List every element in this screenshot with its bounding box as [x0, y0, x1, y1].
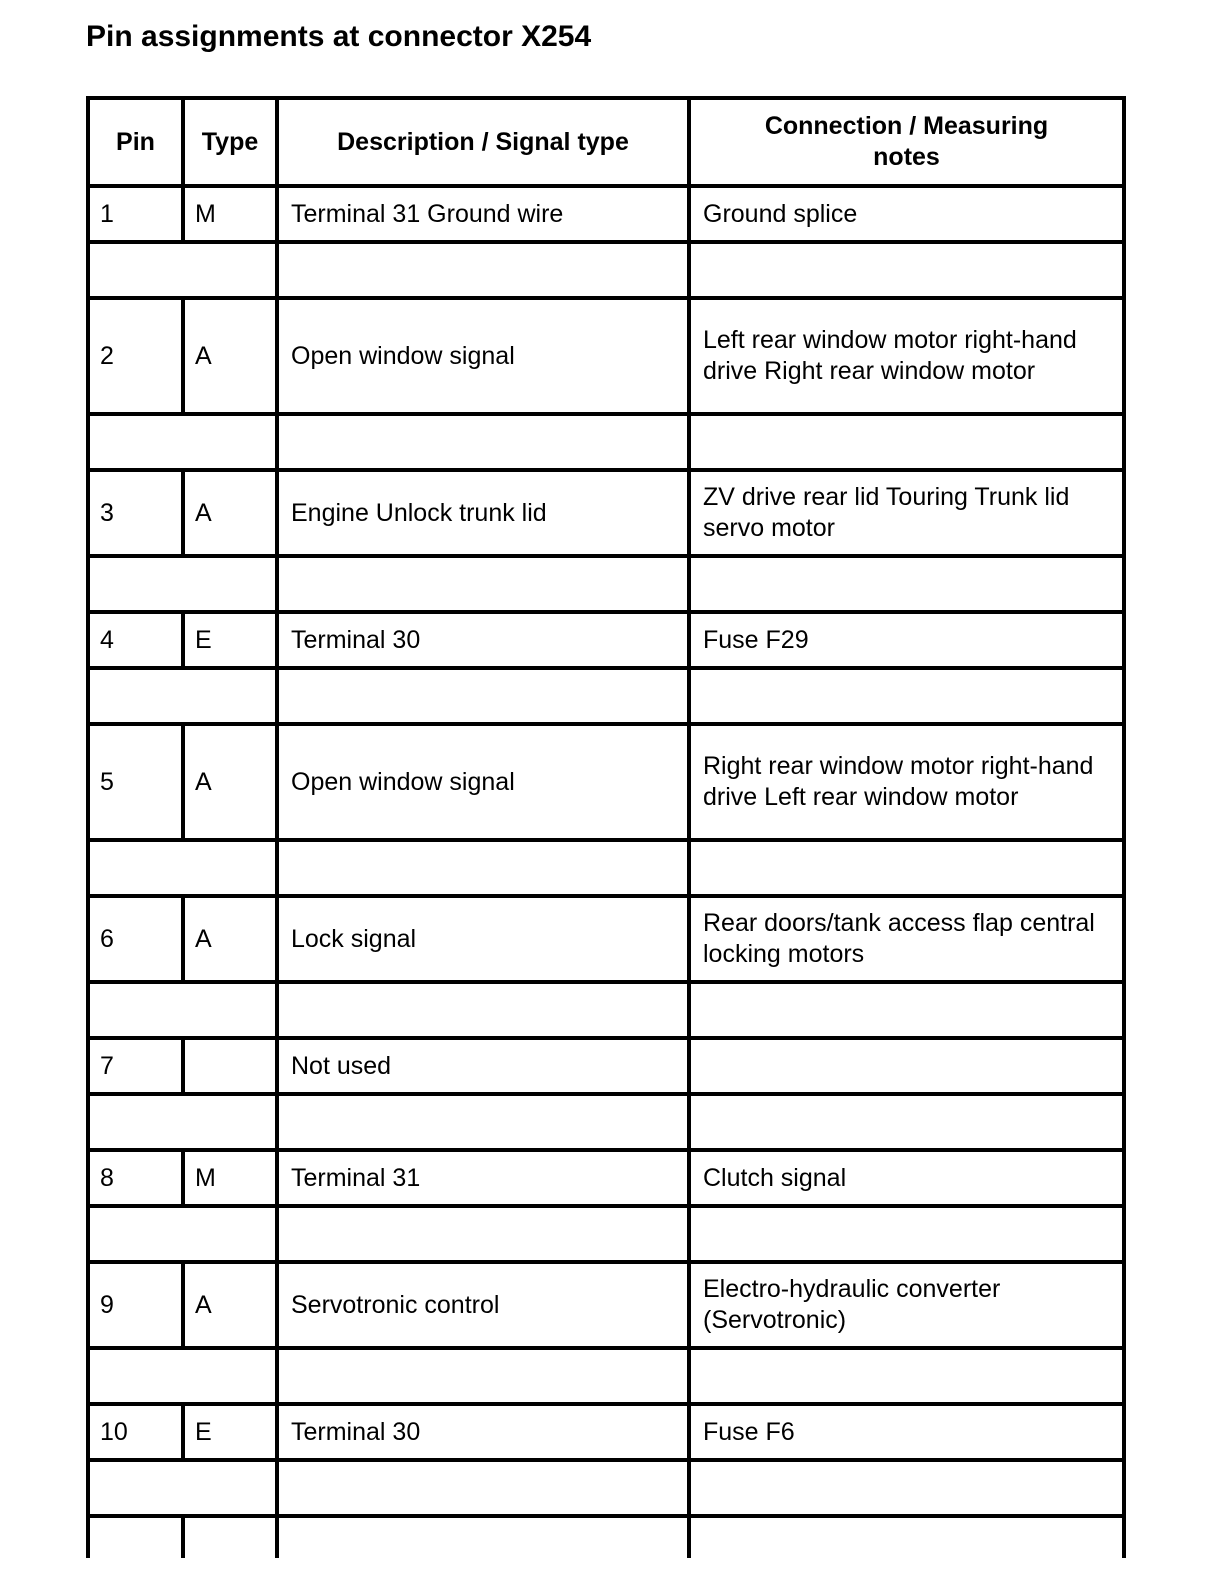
table-row-partial — [88, 1516, 1124, 1558]
table-row — [88, 298, 1124, 414]
table-row — [88, 1262, 1124, 1348]
cell-connection: Left rear window motor right-hand drive Right rear window motor — [689, 298, 1124, 414]
header-connection: Connection / Measuring notes — [689, 98, 1124, 186]
spacer-row — [88, 414, 1124, 470]
cell-type: A — [183, 724, 277, 840]
cell-description: Servotronic control — [277, 1262, 689, 1348]
cell-pin: 8 — [88, 1150, 183, 1206]
cell-description: Engine Unlock trunk lid — [277, 470, 689, 556]
cell-pin: 9 — [88, 1262, 183, 1348]
spacer-row — [88, 1460, 1124, 1516]
table-row — [88, 186, 1124, 242]
cell-pin: 10 — [88, 1404, 183, 1460]
cell-type: A — [183, 1262, 277, 1348]
cell-description: Terminal 31 Ground wire — [277, 186, 689, 242]
cell-connection: Clutch signal — [689, 1150, 1124, 1206]
cell-pin: 2 — [88, 298, 183, 414]
table-row — [88, 612, 1124, 668]
cell-pin: 4 — [88, 612, 183, 668]
cell-type: E — [183, 612, 277, 668]
table-header-row — [88, 98, 1124, 186]
cell-pin: 7 — [88, 1038, 183, 1094]
cell-description — [277, 1516, 689, 1558]
cell-type: M — [183, 1150, 277, 1206]
header-type: Type — [183, 98, 277, 186]
cell-type: E — [183, 1404, 277, 1460]
table-row — [88, 1038, 1124, 1094]
cell-description: Not used — [277, 1038, 689, 1094]
cell-pin: 6 — [88, 896, 183, 982]
cell-type: A — [183, 298, 277, 414]
cell-type: A — [183, 470, 277, 556]
cell-description: Lock signal — [277, 896, 689, 982]
header-pin: Pin — [88, 98, 183, 186]
cell-type — [183, 1516, 277, 1558]
cell-connection: Fuse F29 — [689, 612, 1124, 668]
cell-type — [183, 1038, 277, 1094]
spacer-row — [88, 982, 1124, 1038]
cell-type: A — [183, 896, 277, 982]
cell-description: Terminal 30 — [277, 1404, 689, 1460]
cell-description: Terminal 31 — [277, 1150, 689, 1206]
cell-connection — [689, 1038, 1124, 1094]
spacer-row — [88, 1348, 1124, 1404]
table-row — [88, 1150, 1124, 1206]
cell-type: M — [183, 186, 277, 242]
table-row — [88, 896, 1124, 982]
spacer-row — [88, 668, 1124, 724]
cell-pin: 5 — [88, 724, 183, 840]
spacer-row — [88, 242, 1124, 298]
cell-connection: Electro-hydraulic converter (Servotronic) — [689, 1262, 1124, 1348]
cell-connection: Fuse F6 — [689, 1404, 1124, 1460]
header-description: Description / Signal type — [277, 98, 689, 186]
cell-description: Open window signal — [277, 724, 689, 840]
cell-connection: Right rear window motor right-hand drive Left rear window motor — [689, 724, 1124, 840]
cell-pin: 1 — [88, 186, 183, 242]
cell-description: Terminal 30 — [277, 612, 689, 668]
cell-pin — [88, 1516, 183, 1558]
spacer-row — [88, 840, 1124, 896]
spacer-row — [88, 1206, 1124, 1262]
spacer-row — [88, 556, 1124, 612]
table-row — [88, 1404, 1124, 1460]
cell-description: Open window signal — [277, 298, 689, 414]
cell-pin: 3 — [88, 470, 183, 556]
cell-connection: Ground splice — [689, 186, 1124, 242]
cell-connection: ZV drive rear lid Touring Trunk lid servo motor — [689, 470, 1124, 556]
cell-connection — [689, 1516, 1124, 1558]
pin-assignment-table — [86, 96, 1126, 1558]
cell-connection: Rear doors/tank access flap central locking motors — [689, 896, 1124, 982]
table-row — [88, 724, 1124, 840]
page-title: Pin assignments at connector X254 — [86, 20, 592, 53]
spacer-row — [88, 1094, 1124, 1150]
table-row — [88, 470, 1124, 556]
